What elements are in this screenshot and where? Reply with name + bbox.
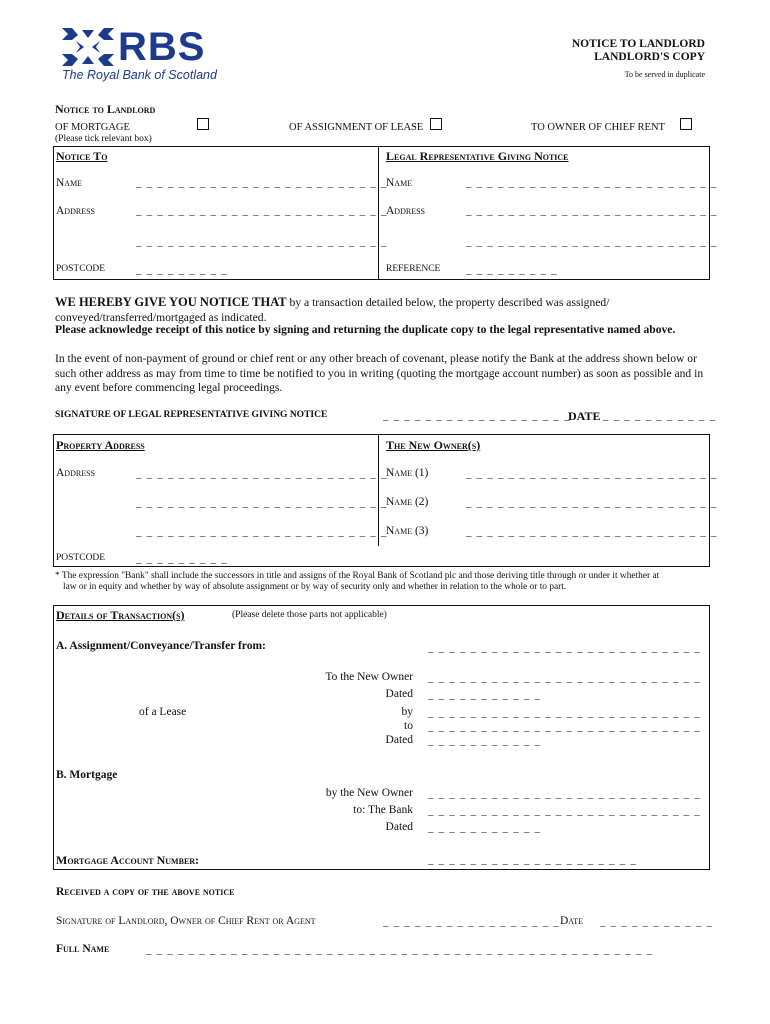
new-owners-heading: The New Owner(s) (386, 438, 481, 452)
to-new-owner-label: To the New Owner (325, 671, 413, 683)
mortgage-checkbox[interactable] (197, 118, 209, 130)
property-postcode-label: POSTCODE (56, 553, 106, 563)
signature-date-field[interactable]: _ _ _ _ _ _ _ _ _ _ _ (603, 410, 717, 422)
property-heading: Property Address (56, 438, 145, 452)
assignment-dated-field[interactable]: _ _ _ _ _ _ _ _ _ _ _ (428, 689, 542, 701)
property-address-label: Address (56, 467, 95, 479)
option-chief-rent-label: TO OWNER OF CHIEF RENT (531, 122, 665, 133)
legal-rep-address-field-2[interactable]: _ _ _ _ _ _ _ _ _ _ _ _ _ _ _ _ _ _ _ _ _ _ _ _ (466, 236, 718, 248)
form-copy-type: LANDLORD'S COPY (594, 51, 705, 63)
option-assignment-label: OF ASSIGNMENT OF LEASE (289, 122, 424, 133)
assignment-from-field[interactable]: _ _ _ _ _ _ _ _ _ _ _ _ _ _ _ _ _ _ _ _ _ _ _ _ _ _ (428, 642, 701, 654)
assignment-section-label: A. Assignment/Conveyance/Transfer from: (56, 640, 266, 652)
notice-to-address-field-2[interactable]: _ _ _ _ _ _ _ _ _ _ _ _ _ _ _ _ _ _ _ _ _ _ _ _ (136, 236, 388, 248)
lease-to-field[interactable]: _ _ _ _ _ _ _ _ _ _ _ _ _ _ _ _ _ _ _ _ _ _ _ _ _ _ (428, 721, 701, 733)
new-owner-1-label: Name (1) (386, 467, 429, 479)
signature-date-label: DATE (568, 409, 601, 423)
mortgage-account-field[interactable]: _ _ _ _ _ _ _ _ _ _ _ _ _ _ _ _ _ _ _ _ (428, 854, 638, 866)
mortgage-dated-field[interactable]: _ _ _ _ _ _ _ _ _ _ _ (428, 822, 542, 834)
legal-rep-reference-label: REFERENCE (386, 264, 441, 274)
notice-type-heading: Notice to Landlord (55, 102, 156, 116)
by-new-owner-label: by the New Owner (325, 787, 413, 799)
to-bank-label: to: The Bank (353, 804, 413, 816)
signature-label: SIGNATURE OF LEGAL REPRESENTATIVE GIVING NOTICE (55, 410, 328, 420)
mortgage-dated-label: Dated (385, 821, 413, 833)
logo-wordmark: RBS (118, 25, 206, 69)
notice-lead-rest: by a transaction detailed below, the property described was assigned/ conveyed/transferred/mortgaged as indicated. (55, 296, 610, 324)
new-owner-3-field[interactable]: _ _ _ _ _ _ _ _ _ _ _ _ _ _ _ _ _ _ _ _ _ _ _ _ (466, 526, 718, 538)
transaction-note: (Please delete those parts not applicable) (232, 610, 387, 620)
property-address-field-3[interactable]: _ _ _ _ _ _ _ _ _ _ _ _ _ _ _ _ _ _ _ _ _ _ _ _ (136, 526, 388, 538)
by-new-owner-field[interactable]: _ _ _ _ _ _ _ _ _ _ _ _ _ _ _ _ _ _ _ _ _ _ _ _ _ _ (428, 788, 701, 800)
rbs-logo-icon (62, 28, 114, 66)
of-lease-label: of a Lease (139, 706, 187, 718)
legal-rep-name-field[interactable]: _ _ _ _ _ _ _ _ _ _ _ _ _ _ _ _ _ _ _ _ _ _ _ _ (466, 177, 718, 189)
full-name-field[interactable]: _ _ _ _ _ _ _ _ _ _ _ _ _ _ _ _ _ _ _ _ _ _ _ _ _ _ _ _ _ _ _ _ _ _ _ _ _ _ _ _ _ _ _ _ _ _ _ _ (146, 944, 654, 956)
notice-lead: WE HEREBY GIVE YOU NOTICE THAT (55, 295, 287, 309)
legal-rep-name-label: Name (386, 177, 413, 189)
bank-definition-footnote: * The expression "Bank" shall include the successors in title and assigns of the Royal Bank of Scotland plc and those deriving title through or under it whether at law or in equity and whether by way of absolute assignment or by way of security only and whether in relation to the whole or to part. (55, 571, 660, 592)
lease-dated-label: Dated (385, 734, 413, 746)
legal-rep-heading: Legal Representative Giving Notice (386, 149, 569, 163)
notice-to-name-label: Name (56, 177, 83, 189)
lease-to-label: to (404, 720, 413, 732)
legal-rep-reference-field[interactable]: _ _ _ _ _ _ _ _ _ (466, 264, 558, 276)
transaction-heading: Details of Transaction(s) (56, 608, 185, 622)
non-payment-text: In the event of non-payment of ground or chief rent or any other breach of covenant, please notify the Bank at the address shown below or such other address as may from time to time be notified to you in writing (quoting the mortgage account number) as soon as possible and in any event before commencing legal proceedings. (55, 352, 704, 395)
mortgage-section-label: B. Mortgage (56, 769, 118, 781)
mortgage-account-label: Mortgage Account Number: (56, 853, 200, 867)
notice-to-postcode-label: POSTCODE (56, 264, 106, 274)
assignment-dated-label: Dated (385, 688, 413, 700)
landlord-signature-label: Signature of Landlord, Owner of Chief Rent or Agent (56, 915, 316, 927)
landlord-signature-field[interactable]: _ _ _ _ _ _ _ _ _ _ _ _ _ _ _ _ _ (383, 916, 561, 928)
assignment-checkbox[interactable] (430, 118, 442, 130)
lease-by-label: by (401, 706, 413, 718)
property-address-field-1[interactable]: _ _ _ _ _ _ _ _ _ _ _ _ _ _ _ _ _ _ _ _ _ _ _ _ (136, 468, 388, 480)
form-title: NOTICE TO LANDLORD (571, 38, 705, 50)
notice-to-address-field-1[interactable]: _ _ _ _ _ _ _ _ _ _ _ _ _ _ _ _ _ _ _ _ _ _ _ _ (136, 205, 388, 217)
full-name-label: Full Name (56, 943, 110, 955)
option-mortgage-label: OF MORTGAGE (55, 122, 130, 133)
new-owner-2-field[interactable]: _ _ _ _ _ _ _ _ _ _ _ _ _ _ _ _ _ _ _ _ _ _ _ _ (466, 497, 718, 509)
landlord-date-field[interactable]: _ _ _ _ _ _ _ _ _ _ _ (600, 916, 714, 928)
property-address-field-2[interactable]: _ _ _ _ _ _ _ _ _ _ _ _ _ _ _ _ _ _ _ _ _ _ _ _ (136, 497, 388, 509)
notice-to-address-label: Address (56, 205, 95, 217)
receipt-heading: Received a copy of the above notice (56, 886, 235, 898)
logo-subtitle: The Royal Bank of Scotland (62, 68, 217, 82)
tick-note: (Please tick relevant box) (55, 134, 152, 144)
new-owner-1-field[interactable]: _ _ _ _ _ _ _ _ _ _ _ _ _ _ _ _ _ _ _ _ _ _ _ _ (466, 468, 718, 480)
acknowledge-text: Please acknowledge receipt of this notice by signing and returning the duplicate copy to the legal representative named above. (55, 323, 676, 336)
lease-dated-field[interactable]: _ _ _ _ _ _ _ _ _ _ _ (428, 735, 542, 747)
notice-to-name-field[interactable]: _ _ _ _ _ _ _ _ _ _ _ _ _ _ _ _ _ _ _ _ _ _ _ _ (136, 177, 388, 189)
notice-statement (55, 295, 715, 325)
signature-field[interactable]: _ _ _ _ _ _ _ _ _ _ _ _ _ _ _ _ _ _ (383, 410, 571, 422)
to-new-owner-field[interactable]: _ _ _ _ _ _ _ _ _ _ _ _ _ _ _ _ _ _ _ _ _ _ _ _ _ _ (428, 672, 701, 684)
new-owner-3-label: Name (3) (386, 525, 429, 537)
legal-rep-address-label: Address (386, 205, 425, 217)
notice-to-heading: Notice To (56, 149, 108, 163)
new-owner-2-label: Name (2) (386, 496, 429, 508)
property-postcode-field[interactable]: _ _ _ _ _ _ _ _ _ (136, 553, 228, 565)
notice-to-postcode-field[interactable]: _ _ _ _ _ _ _ _ _ (136, 264, 228, 276)
to-bank-field[interactable]: _ _ _ _ _ _ _ _ _ _ _ _ _ _ _ _ _ _ _ _ _ _ _ _ _ _ (428, 805, 701, 817)
chief-rent-checkbox[interactable] (680, 118, 692, 130)
lease-by-field[interactable]: _ _ _ _ _ _ _ _ _ _ _ _ _ _ _ _ _ _ _ _ _ _ _ _ _ _ (428, 707, 701, 719)
legal-rep-address-field-1[interactable]: _ _ _ _ _ _ _ _ _ _ _ _ _ _ _ _ _ _ _ _ _ _ _ _ (466, 205, 718, 217)
landlord-date-label: Date (560, 915, 583, 927)
served-note: To be served in duplicate (624, 70, 705, 79)
